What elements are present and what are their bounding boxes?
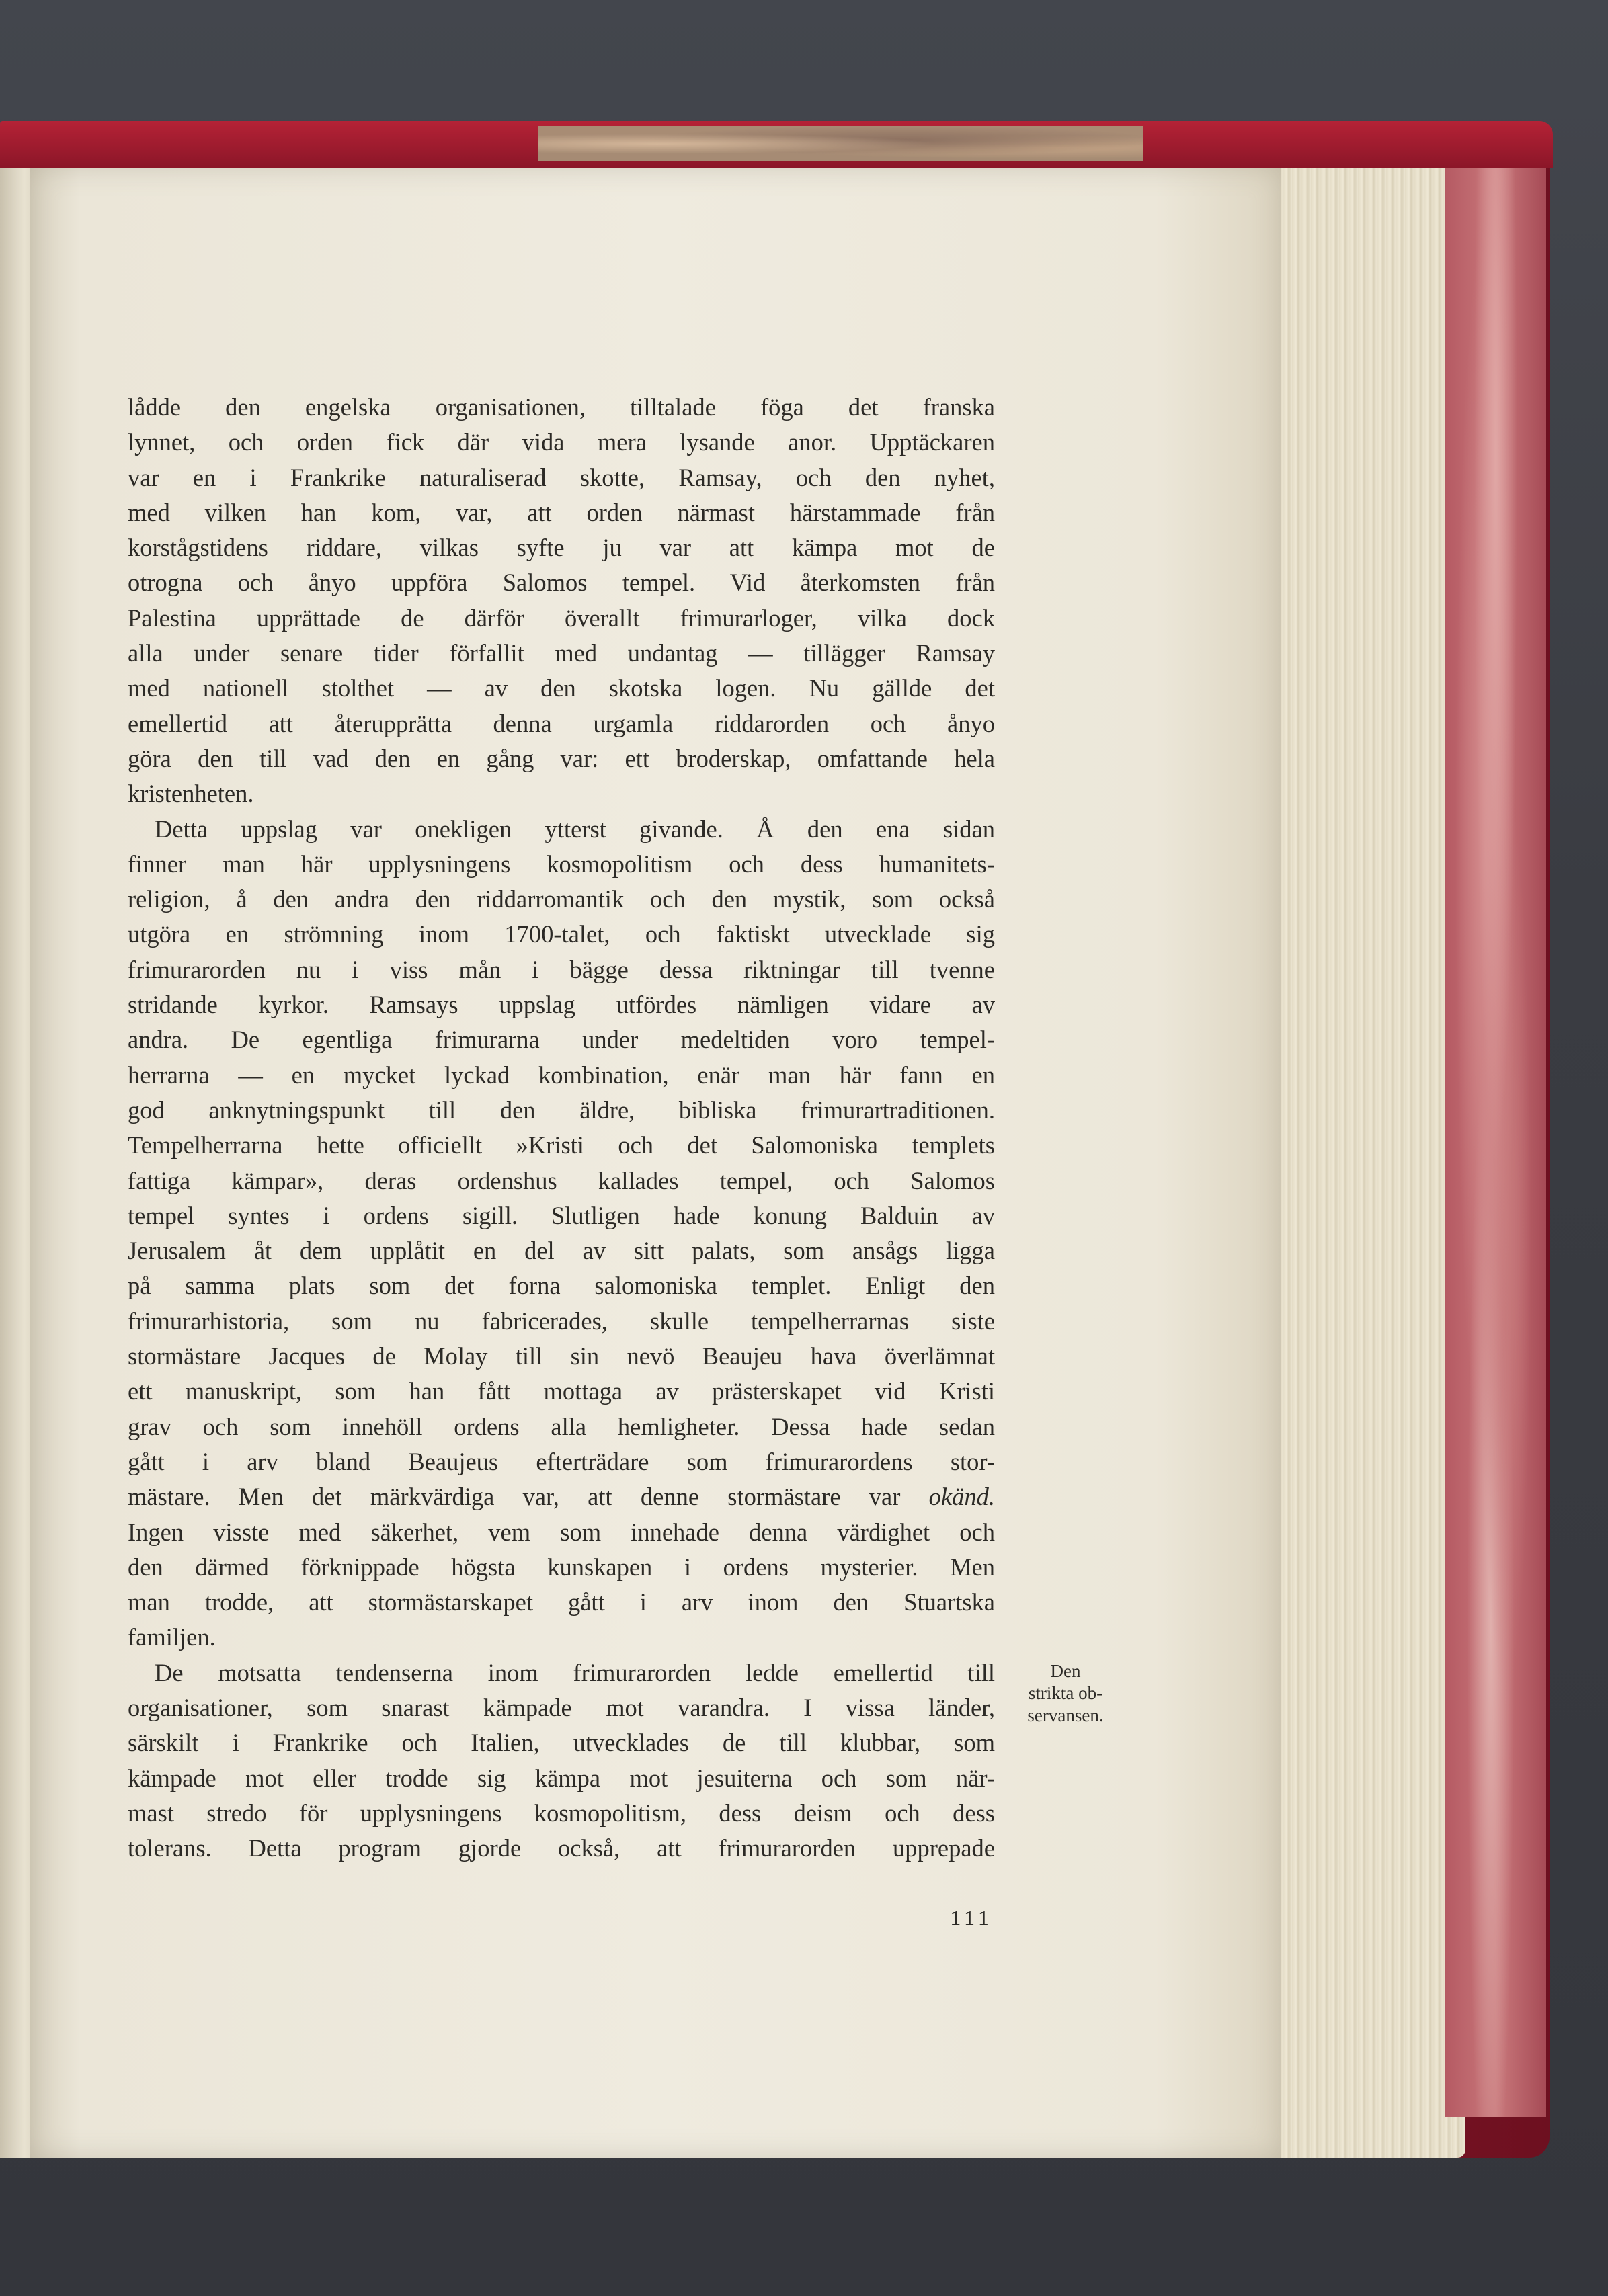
margin-note-line: strikta ob-	[1028, 1683, 1103, 1703]
text-segment: mästare. Men det märkvärdiga var, att denne stormästare var	[128, 1483, 901, 1511]
text-line: den därmed förknippade högsta kunskapen i ordens mysterier. Men	[128, 1553, 995, 1581]
text-line: kämpade mot eller trodde sig kämpa mot jesuiterna och som när-	[128, 1764, 995, 1792]
text-line: organisationer, som snarast kämpade mot varandra. I vissa länder,	[128, 1693, 995, 1721]
text-line: gått i arv bland Beaujeus efterträdare som frimurarordens stor-	[128, 1447, 995, 1475]
text-line: tempel syntes i ordens sigill. Slutligen hade konung Balduin av	[128, 1201, 995, 1229]
text-line: med nationell stolthet — av den skotska logen. Nu gällde det	[128, 674, 995, 702]
text-line: utgöra en strömning inom 1700-talet, och faktiskt utvecklade sig	[128, 920, 995, 948]
text-line: familjen.	[128, 1623, 216, 1651]
text-line: emellertid att återupprätta denna urgamla riddarorden och ånyo	[128, 709, 995, 737]
text-line: grav och som innehöll ordens alla hemligheter. Dessa hade sedan	[128, 1412, 995, 1440]
margin-note-line: Den	[1050, 1661, 1081, 1681]
text-line: Tempelherrarna hette officiellt »Kristi och det Salomoniska templets	[128, 1131, 995, 1159]
text-line: alla under senare tider förfallit med undantag — tillägger Ramsay	[128, 639, 995, 667]
body-text	[128, 390, 995, 1866]
text-line: herrarna — en mycket lyckad kombination, enär man här fann en	[128, 1061, 995, 1089]
text-line: Ingen visste med säkerhet, vem som innehade denna värdighet och	[128, 1518, 995, 1546]
margin-note-line: servansen.	[1027, 1705, 1104, 1725]
text-line: religion, å den andra den riddarromantik och den mystik, som också	[128, 885, 995, 913]
text-line: andra. De egentliga frimurarna under medeltiden voro tempel-	[128, 1026, 995, 1054]
text-line: på samma plats som det forna salomoniska templet. Enligt den	[128, 1272, 995, 1300]
text-line: särskilt i Frankrike och Italien, utvecklades de till klubbar, som	[128, 1729, 995, 1757]
text-line: var en i Frankrike naturaliserad skotte, Ramsay, och den nyhet,	[128, 463, 995, 491]
text-line: frimurarhistoria, som nu fabricerades, skulle tempelherrarnas siste	[128, 1307, 995, 1335]
text-line: ett manuskript, som han fått mottaga av prästerskapet vid Kristi	[128, 1377, 995, 1405]
text-line: kristenheten.	[128, 780, 254, 808]
text-line: Palestina upprättade de därför överallt frimurarloger, vilka dock	[128, 604, 995, 632]
text-line: tolerans. Detta program gjorde också, att frimurarorden upprepade	[128, 1834, 995, 1862]
text-line: lynnet, och orden fick där vida mera lysande anor. Upptäckaren	[128, 428, 995, 456]
text-line: korstågstidens riddare, vilkas syfte ju var att kämpa mot de	[128, 534, 995, 562]
text-line: Detta uppslag var onekligen ytterst givande. Å den ena sidan	[155, 815, 995, 843]
text-line: lådde den engelska organisationen, tilltalade föga det franska	[128, 393, 995, 421]
text-line: man trodde, att stormästarskapet gått i arv inom den Stuartska	[128, 1588, 995, 1616]
text-line: Jerusalem åt dem upplåtit en del av sitt palats, som ansågs ligga	[128, 1237, 995, 1265]
marbled-edge-top	[538, 126, 1143, 161]
text-line: god anknytningspunkt till den äldre, bibliska frimurartraditionen.	[128, 1096, 995, 1124]
margin-note	[1002, 1660, 1129, 1727]
text-line: De motsatta tendenserna inom frimurarorden ledde emellertid till	[155, 1658, 995, 1686]
text-line: mast stredo för upplysningens kosmopolitism, dess deism och dess	[128, 1799, 995, 1827]
page-number: 111	[950, 1905, 993, 1930]
text-line: fattiga kämpar», deras ordenshus kallades tempel, och Salomos	[128, 1166, 995, 1194]
page-edges	[1264, 168, 1465, 2158]
text-line: göra den till vad den en gång var: ett broderskap, omfattande hela	[128, 744, 995, 772]
text-line-with-italic	[128, 1479, 995, 1514]
text-line: med vilken han kom, var, att orden närmast härstammade från	[128, 498, 995, 526]
italic-word: okänd.	[928, 1483, 995, 1511]
text-line: stormästare Jacques de Molay till sin nevö Beaujeu hava överlämnat	[128, 1342, 995, 1370]
text-line: stridande kyrkor. Ramsays uppslag utfördes nämligen vidare av	[128, 991, 995, 1019]
marbled-edge-side	[1445, 168, 1546, 2117]
text-line: otrogna och ånyo uppföra Salomos tempel. Vid återkomsten från	[128, 569, 995, 597]
text-line: frimurarorden nu i viss mån i bägge dessa riktningar till tvenne	[128, 955, 995, 983]
text-line: finner man här upplysningens kosmopolitism och dess humanitets-	[128, 850, 995, 878]
